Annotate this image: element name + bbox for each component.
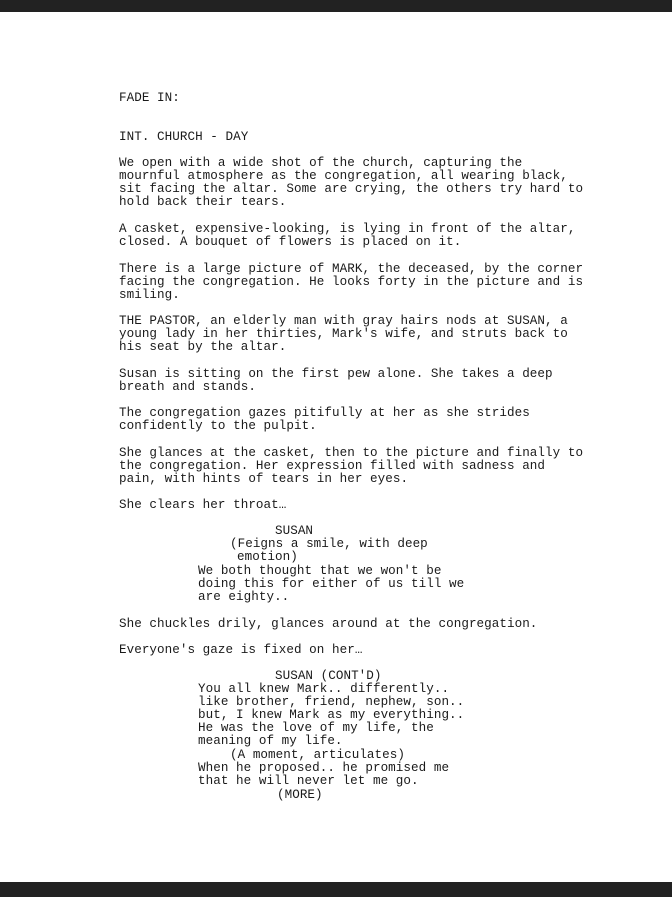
- action-line: young lady in her thirties, Mark's wife, and struts back to: [119, 327, 568, 341]
- action-line: A casket, expensive-looking, is lying in front of the altar,: [119, 222, 576, 236]
- parenthetical: (A moment, articulates): [230, 748, 405, 762]
- action-line: She glances at the casket, then to the picture and finally to: [119, 446, 584, 460]
- dialogue-line: that he will never let me go.: [198, 774, 419, 788]
- scene-heading: INT. CHURCH - DAY: [119, 130, 249, 144]
- action-line: We open with a wide shot of the church, capturing the: [119, 156, 523, 170]
- action-line: his seat by the altar.: [119, 340, 287, 354]
- action-line: pain, with hints of tears in her eyes.: [119, 472, 409, 486]
- parenthetical: emotion): [237, 550, 298, 564]
- action-line: Everyone's gaze is fixed on her…: [119, 643, 363, 657]
- parenthetical: (Feigns a smile, with deep: [230, 537, 428, 551]
- dialogue-line: You all knew Mark.. differently..: [198, 682, 450, 696]
- dialogue-line: When he proposed.. he promised me: [198, 761, 450, 775]
- action-line: sit facing the altar. Some are crying, the others try hard to: [119, 182, 584, 196]
- bottom-border: [0, 882, 672, 897]
- dialogue-line: doing this for either of us till we: [198, 577, 465, 591]
- action-line: smiling.: [119, 288, 180, 302]
- action-line: THE PASTOR, an elderly man with gray hairs nods at SUSAN, a: [119, 314, 568, 328]
- action-line: The congregation gazes pitifully at her as she strides: [119, 406, 530, 420]
- dialogue-line: He was the love of my life, the: [198, 721, 434, 735]
- action-line: hold back their tears.: [119, 195, 287, 209]
- action-line: She clears her throat…: [119, 498, 287, 512]
- dialogue-line: are eighty..: [198, 590, 290, 604]
- action-line: the congregation. Her expression filled with sadness and: [119, 459, 546, 473]
- character-cue: SUSAN (CONT'D): [275, 669, 382, 683]
- top-border: [0, 0, 672, 12]
- action-line: breath and stands.: [119, 380, 256, 394]
- dialogue-line: but, I knew Mark as my everything..: [198, 708, 465, 722]
- transition-fade-in: FADE IN:: [119, 91, 180, 105]
- more-marker: (MORE): [277, 788, 323, 802]
- action-line: mournful atmosphere as the congregation, all wearing black,: [119, 169, 568, 183]
- dialogue-line: like brother, friend, nephew, son..: [198, 695, 465, 709]
- action-line: confidently to the pulpit.: [119, 419, 317, 433]
- action-line: There is a large picture of MARK, the deceased, by the corner: [119, 262, 584, 276]
- dialogue-line: meaning of my life.: [198, 734, 343, 748]
- character-cue: SUSAN: [275, 524, 314, 538]
- action-line: closed. A bouquet of flowers is placed on it.: [119, 235, 462, 249]
- action-line: Susan is sitting on the first pew alone. She takes a deep: [119, 367, 553, 381]
- action-line: She chuckles drily, glances around at the congregation.: [119, 617, 538, 631]
- dialogue-line: We both thought that we won't be: [198, 564, 442, 578]
- action-line: facing the congregation. He looks forty in the picture and is: [119, 275, 584, 289]
- screenplay-page: [0, 12, 672, 882]
